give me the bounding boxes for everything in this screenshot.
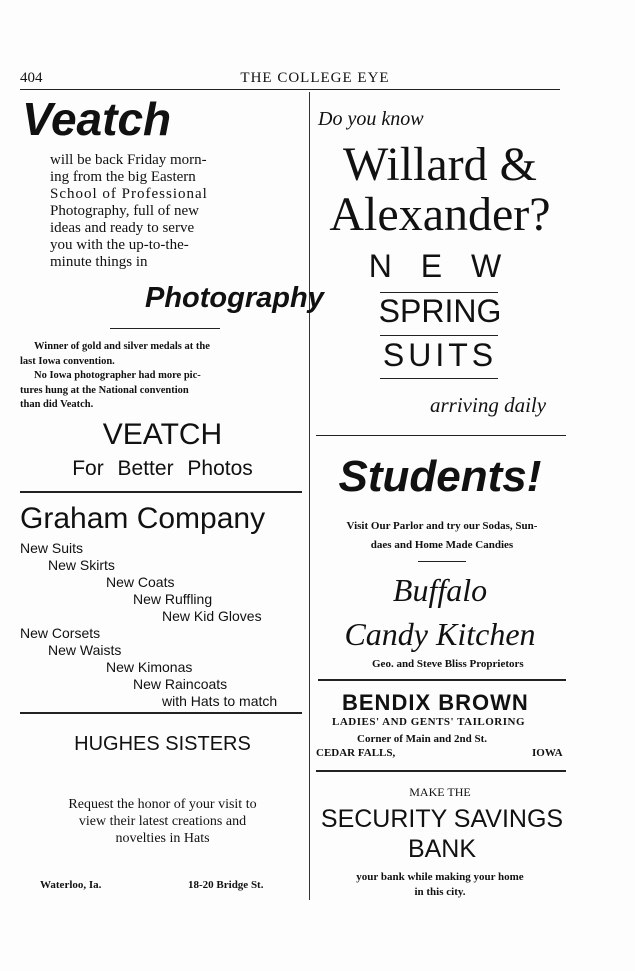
buffalo-proprietors: Geo. and Steve Bliss Proprietors [372,658,524,670]
buffalo-body [312,517,572,555]
hughes-address: 18-20 Bridge St. [188,879,264,891]
list-item: New Waists [48,642,122,658]
text-line: Buffalo [392,572,488,608]
security-name [312,804,572,864]
list-item: New Suits [20,540,84,556]
hughes-name: HUGHES SISTERS [74,733,251,755]
bendix-address: Corner of Main and 2nd St. [357,733,487,745]
text-line: School of Professional [50,186,208,202]
students-headline: Students! [338,452,542,501]
veatch-notes [20,340,305,413]
text-line: Alexander? [329,188,551,241]
list-item: New Kid Gloves [162,608,262,624]
text-line: novelties in Hats [115,831,210,846]
text-line: Winner of gold and silver medals at the [34,341,210,352]
text-line: view their latest creations and [78,814,247,829]
text-line: ing from the big Eastern [50,169,196,185]
divider [318,679,566,681]
text-line: ideas and ready to serve [50,220,195,236]
list-item: New Coats [106,574,175,590]
bendix-state: IOWA [532,747,563,759]
willard-arriving: arriving daily [430,393,547,417]
list-item: New Corsets [20,625,101,641]
photography-heading: Photography [145,282,324,314]
list-item: New Ruffling [133,591,213,607]
header-rule [20,89,560,90]
text-line: Visit Our Parlor and try our Sodas, Sun- [346,520,538,532]
veatch-name: Veatch [22,93,172,145]
veatch-tagline-title: VEATCH [102,418,223,451]
text-line: daes and Home Made Candies [370,539,514,551]
page-number: 404 [20,70,43,86]
willard-new: N E W [368,248,512,284]
willard-suits: SUITS [382,337,498,373]
graham-items [20,540,305,710]
text-line: Candy Kitchen [344,616,536,652]
list-item: New Kimonas [106,659,193,675]
text-line: in this city. [414,886,466,898]
text-line: you with the up-to-the- [50,237,189,253]
hughes-body [20,796,305,847]
willard-intro: Do you know [318,108,424,130]
column-divider [309,92,310,900]
divider [380,378,498,379]
divider [316,770,566,772]
list-item: with Hats to match [162,693,278,709]
bendix-name: BENDIX BROWN [342,690,529,715]
bendix-service: LADIES' AND GENTS' TAILORING [332,716,526,728]
text-line: No Iowa photographer had more pic- [34,370,201,381]
hughes-city: Waterloo, Ia. [40,879,102,891]
veatch-tagline: For Better Photos [72,457,253,480]
text-line: minute things in [50,254,148,270]
text-line: Photography, full of new [50,203,200,219]
divider [316,435,566,436]
text-line: than did Veatch. [20,399,94,410]
text-line: SECURITY SAVINGS [320,805,564,833]
text-line: BANK [407,835,477,863]
list-item: New Raincoats [133,676,228,692]
divider [20,712,302,714]
running-title: THE COLLEGE EYE [240,70,390,86]
buffalo-name [315,568,565,656]
security-body [315,870,565,900]
list-item: New Skirts [48,557,115,573]
willard-name [315,140,565,240]
text-line: your bank while making your home [356,871,524,883]
security-make: MAKE THE [409,785,471,799]
text-line: last Iowa convention. [20,355,115,367]
divider [380,335,498,336]
bendix-city: CEDAR FALLS, [316,747,396,759]
text-line: will be back Friday morn- [50,152,207,168]
divider [110,328,220,329]
divider [20,491,302,493]
graham-name: Graham Company [20,502,266,535]
veatch-body [50,152,270,271]
divider [418,561,466,562]
text-line: Willard & [342,138,537,191]
text-line: tures hung at the National convention [20,384,189,396]
text-line: Request the honor of your visit to [68,797,257,812]
willard-spring: SPRING [378,293,502,329]
